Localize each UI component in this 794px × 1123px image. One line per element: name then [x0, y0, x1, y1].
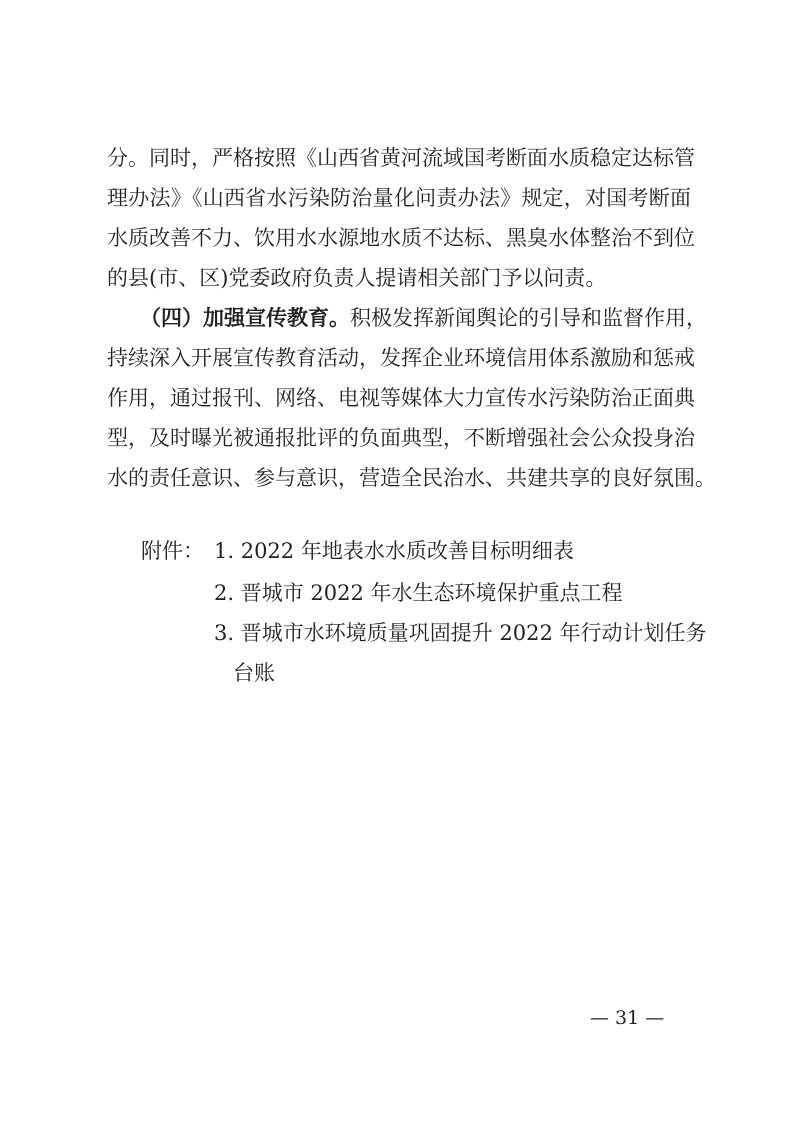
text-line: 分。同时，严格按照《山西省黄河流域国考断面水质稳定达标管 [107, 146, 695, 170]
section-heading: （四）加强宣传教育。 [140, 305, 350, 330]
attachment-item-continuation: 台账 [233, 661, 275, 685]
text-line: 持续深入开展宣传教育活动，发挥企业环境信用体系激励和惩戒 [107, 346, 695, 370]
attachment-item: 2. 晋城市 2022 年水生态环境保护重点工程 [214, 581, 623, 605]
attachments-label: 附件： [141, 539, 204, 563]
attachment-item: 3. 晋城市水环境质量巩固提升 2022 年行动计划任务 [214, 621, 707, 645]
text-line: 水质改善不力、饮用水水源地水质不达标、黑臭水体整治不到位 [107, 226, 695, 250]
text-line: 水的责任意识、参与意识，营造全民治水、共建共享的良好氛围。 [107, 466, 716, 490]
page-number: — 31 — [590, 1007, 665, 1029]
text-line-rest: 积极发挥新闻舆论的引导和监督作用， [350, 306, 707, 330]
text-line: 的县(市、区)党委政府负责人提请相关部门予以问责。 [107, 266, 607, 290]
text-line: 型，及时曝光被通报批评的负面典型，不断增强社会公众投身治 [107, 426, 695, 450]
text-line [140, 304, 707, 332]
attachment-item: 1. 2022 年地表水水质改善目标明细表 [214, 539, 574, 563]
text-line: 理办法》《山西省水污染防治量化问责办法》规定，对国考断面 [107, 186, 691, 210]
text-line: 作用，通过报刊、网络、电视等媒体大力宣传水污染防治正面典 [107, 386, 695, 410]
